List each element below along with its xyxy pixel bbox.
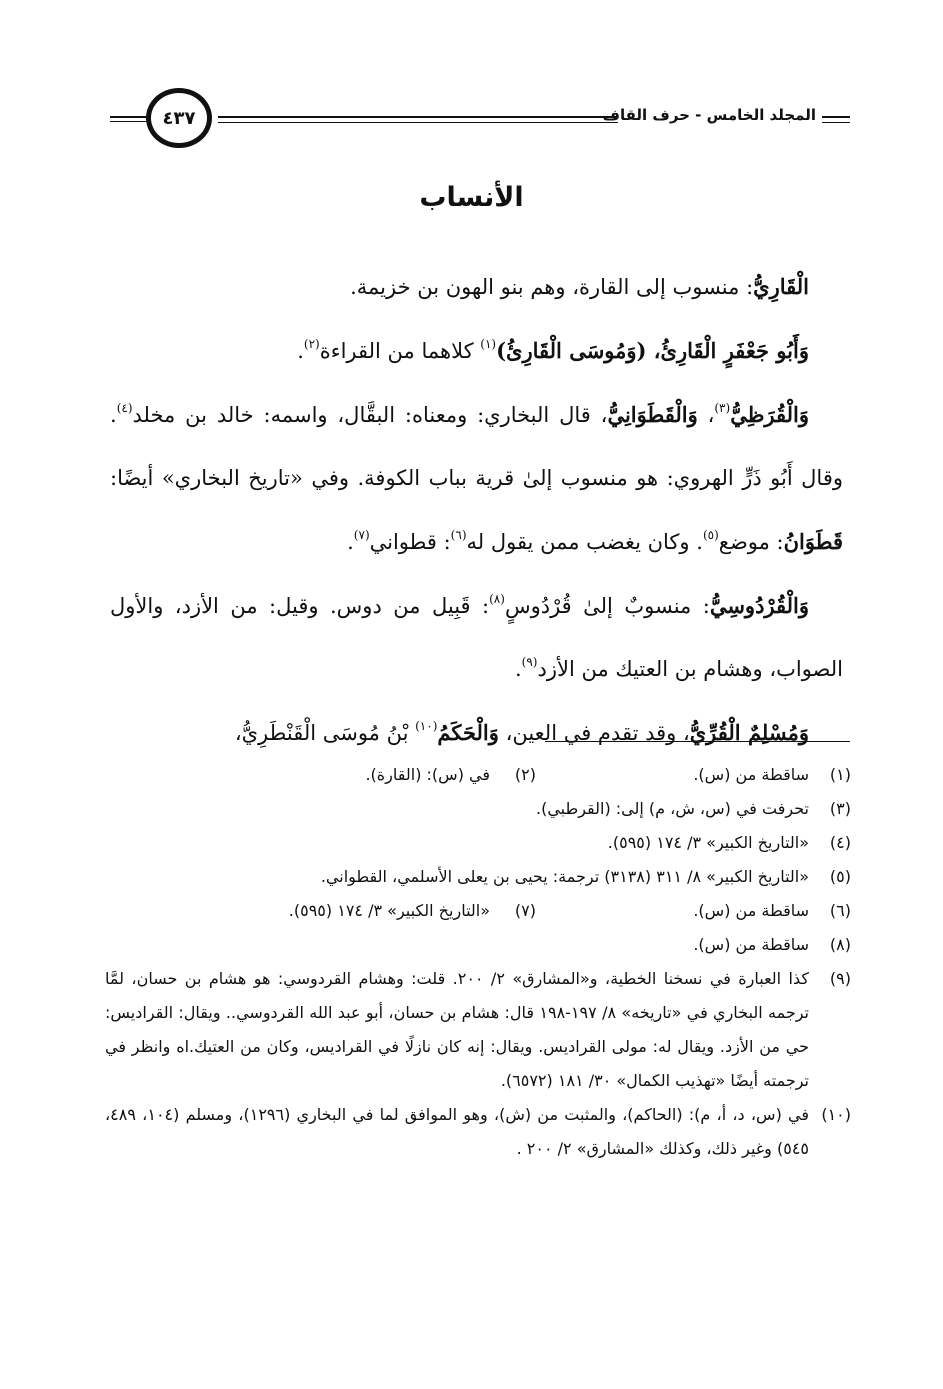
footnote-number: (٤) bbox=[829, 833, 851, 852]
footnote-text: ساقطة من (س). bbox=[693, 935, 809, 954]
paragraph-qurdusi bbox=[110, 574, 843, 701]
footnote-text: «التاريخ الكبير» ٨/ ٣١١ (٣١٣٨) ترجمة: يحيى بن يعلى الأسلمي، القطواني. bbox=[320, 867, 809, 886]
text-run: : منسوب إلى القارة، وهم بنو الهون بن خزيمة. bbox=[350, 275, 754, 299]
text-run: : موضع bbox=[718, 530, 784, 554]
footnote-text: في (س): (القارة). bbox=[365, 765, 490, 784]
page-header bbox=[110, 88, 850, 152]
footnote-ref: (٤) bbox=[116, 401, 133, 415]
footnote-number: (٣) bbox=[829, 799, 851, 818]
footnote-ref: (٨) bbox=[489, 592, 505, 606]
text-run: بْنُ مُوسَى الْقَنْطَرِيُّ، bbox=[234, 721, 416, 745]
footnote-ref: (٧) bbox=[353, 528, 370, 542]
footnote-6 bbox=[536, 894, 851, 928]
text-run: : قطواني bbox=[369, 530, 451, 554]
footnote-text: تحرفت في (س، ش، م) إلى: (القرطبي). bbox=[535, 799, 809, 818]
footnote-3 bbox=[105, 792, 851, 826]
text-run: . bbox=[347, 530, 354, 554]
footnote-1 bbox=[536, 758, 851, 792]
footnote-ref: (٢) bbox=[303, 337, 320, 351]
section-title: الأنساب bbox=[419, 182, 524, 213]
footnote-ref: (٥) bbox=[702, 528, 719, 542]
footnote-ref: (٦) bbox=[450, 528, 467, 542]
footnote-text: في (س، د، أ، م): (الحاكم)، والمثبت من (ش)، وهو الموافق لما في البخاري (١٢٩٦)، ومسلم (١٠٤، ٤٨٩، ٥٤٥) وغير ذلك، وكذلك «المشارق» ٢/ ٢٠٠ . bbox=[105, 1105, 810, 1158]
headword: وَأَبُو جَعْفَرٍ الْقَارِئُ، (وَمُوسَى الْقَارِئُ) bbox=[496, 338, 809, 363]
footnote-number: (٩) bbox=[829, 969, 851, 988]
text-run: كلاهما من القراءة bbox=[319, 339, 481, 363]
footnote-row bbox=[105, 894, 851, 928]
text-run: ، قال البخاري: ومعناه: البقَّال، واسمه: خالد بن مخلد bbox=[132, 403, 608, 427]
text-run: . bbox=[514, 657, 522, 681]
footnote-2 bbox=[105, 758, 536, 792]
running-head: المجلد الخامس - حرف القاف bbox=[602, 106, 816, 124]
footnote-row bbox=[105, 758, 851, 792]
text-run: . وقال أَبُو ذَرٍّ الهروي: هو منسوب إلىٰ قرية بباب الكوفة. وفي «تاريخ البخاري» أيضًا: bbox=[110, 403, 843, 490]
headword: وَالْحَكَمُ bbox=[437, 720, 499, 745]
footnote-number: (٥) bbox=[829, 867, 851, 886]
headword: الْقَارِيُّ bbox=[753, 274, 809, 299]
footnote-number: (٦) bbox=[829, 901, 851, 920]
page-number: ٤٣٧ bbox=[146, 88, 212, 148]
footnote-8 bbox=[105, 928, 851, 962]
footnote-4 bbox=[105, 826, 851, 860]
header-rule-middle bbox=[218, 116, 618, 118]
footnote-number: (١٠) bbox=[821, 1105, 851, 1124]
text-run: . bbox=[297, 339, 304, 363]
text-run: : منسوبٌ إلىٰ قُرْدُوسٍ bbox=[504, 594, 710, 618]
footnote-text: «التاريخ الكبير» ٣/ ١٧٤ (٥٩٥). bbox=[607, 833, 809, 852]
footnote-separator bbox=[545, 741, 850, 742]
paragraph-qurazi bbox=[110, 383, 843, 574]
headword: وَمُسْلِمٌ الْقُرِّيُّ bbox=[689, 720, 809, 745]
text-run: . وكان يغضب ممن يقول له bbox=[466, 530, 703, 554]
text-run: ، bbox=[697, 403, 715, 427]
footnote-number: (٨) bbox=[829, 935, 851, 954]
header-rule-middle-thin bbox=[218, 122, 618, 123]
footnote-text: ساقطة من (س). bbox=[693, 765, 809, 784]
footnote-text: كذا العبارة في نسخنا الخطية، و«المشارق» ٢/ ٢٠٠. قلت: وهشام القردوسي: هو هشام بن حسان، لمَّا ترجمه البخاري في «تاريخه» ٨/ ١٩٧-١٩٨ قال: هشام بن حسان، أبو عبد الله القردوسي.. ويقال: القراديس: حي من الأزد. ويقال له: مولى القراديس. ويقال: إنه كان نازلًا في القراديس، وكان من العتيك.اه وانظر في ترجمته أيضًا «تهذيب الكمال» ٣٠/ ١٨١ (٦٥٧٢). bbox=[105, 969, 810, 1090]
main-text bbox=[110, 255, 843, 765]
paragraph-abu-jafar bbox=[110, 319, 843, 383]
footnote-ref: (١٠) bbox=[415, 719, 438, 733]
footnote-number: (٧) bbox=[514, 901, 536, 920]
paragraph-qurri bbox=[110, 701, 843, 765]
header-rule-left bbox=[110, 116, 148, 122]
header-rule-right bbox=[822, 116, 850, 118]
footnote-number: (٢) bbox=[514, 765, 536, 784]
footnote-9 bbox=[105, 962, 851, 1098]
footnote-5 bbox=[105, 860, 851, 894]
footnote-10 bbox=[105, 1098, 851, 1166]
footnote-ref: (٩) bbox=[521, 655, 538, 669]
header-rule-right-thin bbox=[822, 122, 850, 123]
headword: وَالْقُرَظِيُّ bbox=[730, 402, 809, 427]
footnote-7 bbox=[105, 894, 536, 928]
footnote-ref: (١) bbox=[480, 337, 497, 351]
headword: وَالْقُرْدُوسِيُّ bbox=[709, 593, 810, 618]
headword: قَطَوَانُ bbox=[783, 529, 843, 554]
text-run: : قَبِيل من دوس. وقيل: من الأزد، والأول الصواب، وهشام بن العتيك من الأزد bbox=[110, 594, 843, 681]
footnote-text: ساقطة من (س). bbox=[693, 901, 809, 920]
footnote-ref: (٣) bbox=[714, 401, 731, 415]
footnotes bbox=[105, 758, 851, 1166]
headword: وَالْقَطَوَانِيُّ bbox=[607, 402, 698, 427]
paragraph-qari bbox=[110, 255, 843, 319]
text-run: ، وقد تقدم في العين، bbox=[498, 721, 690, 745]
footnote-text: «التاريخ الكبير» ٣/ ١٧٤ (٥٩٥). bbox=[288, 901, 490, 920]
footnote-number: (١) bbox=[829, 765, 851, 784]
